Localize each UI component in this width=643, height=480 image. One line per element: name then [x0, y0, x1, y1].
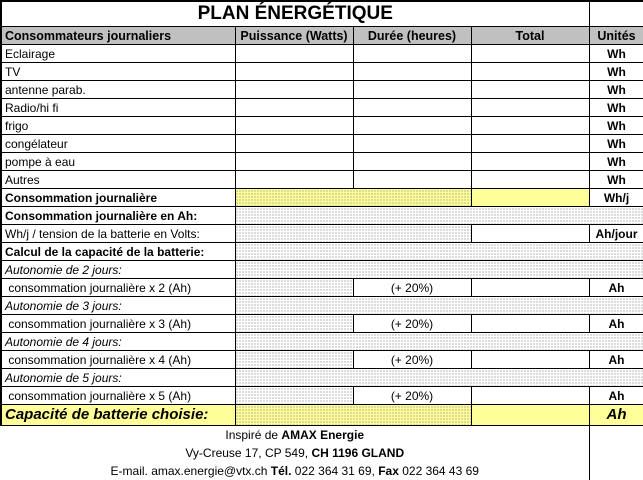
chosen-capacity-filler — [235, 405, 471, 426]
consumer-unit: Wh — [589, 117, 643, 135]
consumer-total-cell[interactable] — [471, 171, 589, 189]
chosen-capacity-value[interactable] — [471, 405, 589, 426]
autonomy-calc-label: consommation journalière x 3 (Ah) — [1, 315, 235, 333]
consumer-row — [1, 153, 643, 171]
consumer-label: frigo — [1, 117, 235, 135]
autonomy-margin: (+ 20%) — [353, 279, 471, 297]
consumer-label: Autres — [1, 171, 235, 189]
capacity-calc-label: Calcul de la capacité de la batterie: — [1, 243, 235, 261]
voltage-row-total[interactable] — [471, 225, 589, 243]
header-consumers: Consommateurs journaliers — [1, 27, 235, 45]
consumer-unit: Wh — [589, 81, 643, 99]
credit-email: E-mail. amax.energie@vtx.ch — [110, 464, 271, 478]
credit-company: AMAX Energie — [281, 428, 365, 442]
consumer-label: Radio/hi fi — [1, 99, 235, 117]
credit-tel: 022 364 31 69, — [291, 464, 379, 478]
consumer-unit: Wh — [589, 63, 643, 81]
autonomy-calc-label: consommation journalière x 2 (Ah) — [1, 279, 235, 297]
credit-side-cell-2 — [589, 444, 643, 462]
autonomy-unit: Ah — [589, 387, 643, 405]
autonomy-heading-row — [1, 261, 643, 279]
consumer-label: TV — [1, 63, 235, 81]
autonomy-calc-row — [1, 315, 643, 333]
autonomy-unit: Ah — [589, 315, 643, 333]
consumer-power-cell[interactable] — [235, 81, 353, 99]
autonomy-margin: (+ 20%) — [353, 387, 471, 405]
title-corner-cell[interactable] — [589, 1, 643, 27]
autonomy-heading: Autonomie de 3 jours: — [1, 297, 235, 315]
daily-consumption-total[interactable] — [471, 189, 589, 207]
consumer-total-cell[interactable] — [471, 153, 589, 171]
header-power: Puissance (Watts) — [235, 27, 353, 45]
header-total: Total — [471, 27, 589, 45]
autonomy-heading-row — [1, 333, 643, 351]
autonomy-heading-filler — [235, 369, 643, 387]
credit-side-cell-1 — [589, 426, 643, 445]
consumer-row — [1, 63, 643, 81]
consumer-power-cell[interactable] — [235, 63, 353, 81]
consumer-total-cell[interactable] — [471, 99, 589, 117]
autonomy-calc-label: consommation journalière x 5 (Ah) — [1, 387, 235, 405]
autonomy-calc-row — [1, 351, 643, 369]
voltage-row-label: Wh/j / tension de la batterie en Volts: — [1, 225, 235, 243]
credit-line-3 — [1, 462, 589, 480]
consumer-duration-cell[interactable] — [353, 117, 471, 135]
consumer-label: pompe à eau — [1, 153, 235, 171]
autonomy-calc-filler — [235, 351, 353, 369]
consumer-duration-cell[interactable] — [353, 99, 471, 117]
consumer-duration-cell[interactable] — [353, 63, 471, 81]
consumer-unit: Wh — [589, 135, 643, 153]
voltage-row-unit: Ah/jour — [589, 225, 643, 243]
credit-address: Vy-Creuse 17, CP 549, — [185, 446, 312, 460]
chosen-capacity-label: Capacité de batterie choisie: — [1, 405, 235, 426]
consumer-power-cell[interactable] — [235, 135, 353, 153]
autonomy-rows — [1, 261, 643, 405]
autonomy-heading: Autonomie de 4 jours: — [1, 333, 235, 351]
autonomy-calc-row — [1, 279, 643, 297]
credit-side-cell-3 — [589, 462, 643, 480]
consumer-duration-cell[interactable] — [353, 135, 471, 153]
credit-line-1 — [1, 426, 589, 445]
consumer-unit: Wh — [589, 99, 643, 117]
consumer-row — [1, 135, 643, 153]
sheet-title: PLAN ÉNERGÉTIQUE — [1, 1, 589, 27]
daily-consumption-filler — [235, 189, 471, 207]
consumer-unit: Wh — [589, 171, 643, 189]
consumer-power-cell[interactable] — [235, 153, 353, 171]
consumer-total-cell[interactable] — [471, 117, 589, 135]
consumer-label: antenne parab. — [1, 81, 235, 99]
credit-tel-label: Tél. — [270, 464, 292, 478]
autonomy-calc-filler — [235, 315, 353, 333]
credit-inspired-text: Inspiré de — [225, 428, 282, 442]
consumer-label: Eclairage — [1, 45, 235, 63]
consumer-row — [1, 81, 643, 99]
consumer-duration-cell[interactable] — [353, 81, 471, 99]
autonomy-heading-row — [1, 369, 643, 387]
consumer-power-cell[interactable] — [235, 117, 353, 135]
consumer-row — [1, 45, 643, 63]
autonomy-heading: Autonomie de 5 jours: — [1, 369, 235, 387]
credit-fax: 022 364 43 69 — [398, 464, 479, 478]
consumer-row — [1, 171, 643, 189]
consumer-duration-cell[interactable] — [353, 171, 471, 189]
autonomy-calc-filler — [235, 387, 353, 405]
autonomy-calc-label: consommation journalière x 4 (Ah) — [1, 351, 235, 369]
consumer-row — [1, 99, 643, 117]
autonomy-total-cell[interactable] — [471, 279, 589, 297]
autonomy-heading-filler — [235, 333, 643, 351]
consumer-duration-cell[interactable] — [353, 153, 471, 171]
autonomy-margin: (+ 20%) — [353, 351, 471, 369]
credit-line-2 — [1, 444, 589, 462]
consumer-duration-cell[interactable] — [353, 45, 471, 63]
daily-consumption-unit: Wh/j — [589, 189, 643, 207]
consumer-rows — [1, 45, 643, 189]
consumer-power-cell[interactable] — [235, 45, 353, 63]
credit-city: CH 1196 GLAND — [311, 446, 405, 460]
daily-ah-label: Consommation journalière en Ah: — [1, 207, 235, 225]
consumer-row — [1, 117, 643, 135]
autonomy-heading-filler — [235, 261, 643, 279]
autonomy-calc-row — [1, 387, 643, 405]
consumer-total-cell[interactable] — [471, 81, 589, 99]
daily-ah-filler — [235, 207, 643, 225]
consumer-label: congélateur — [1, 135, 235, 153]
voltage-row-filler — [235, 225, 471, 243]
autonomy-margin: (+ 20%) — [353, 315, 471, 333]
chosen-capacity-unit: Ah — [589, 405, 643, 426]
consumer-total-cell[interactable] — [471, 63, 589, 81]
capacity-calc-filler — [235, 243, 643, 261]
autonomy-unit: Ah — [589, 279, 643, 297]
consumer-power-cell[interactable] — [235, 99, 353, 117]
autonomy-calc-filler — [235, 279, 353, 297]
consumer-total-cell[interactable] — [471, 135, 589, 153]
consumer-total-cell[interactable] — [471, 45, 589, 63]
header-duration: Durée (heures) — [353, 27, 471, 45]
autonomy-total-cell[interactable] — [471, 387, 589, 405]
consumer-unit: Wh — [589, 153, 643, 171]
autonomy-total-cell[interactable] — [471, 351, 589, 369]
autonomy-heading-filler — [235, 297, 643, 315]
consumer-power-cell[interactable] — [235, 171, 353, 189]
autonomy-heading: Autonomie de 2 jours: — [1, 261, 235, 279]
credit-fax-label: Fax — [378, 464, 399, 478]
autonomy-total-cell[interactable] — [471, 315, 589, 333]
autonomy-heading-row — [1, 297, 643, 315]
consumer-unit: Wh — [589, 45, 643, 63]
header-units: Unités — [589, 27, 643, 45]
autonomy-unit: Ah — [589, 351, 643, 369]
daily-consumption-label: Consommation journalière — [1, 189, 235, 207]
